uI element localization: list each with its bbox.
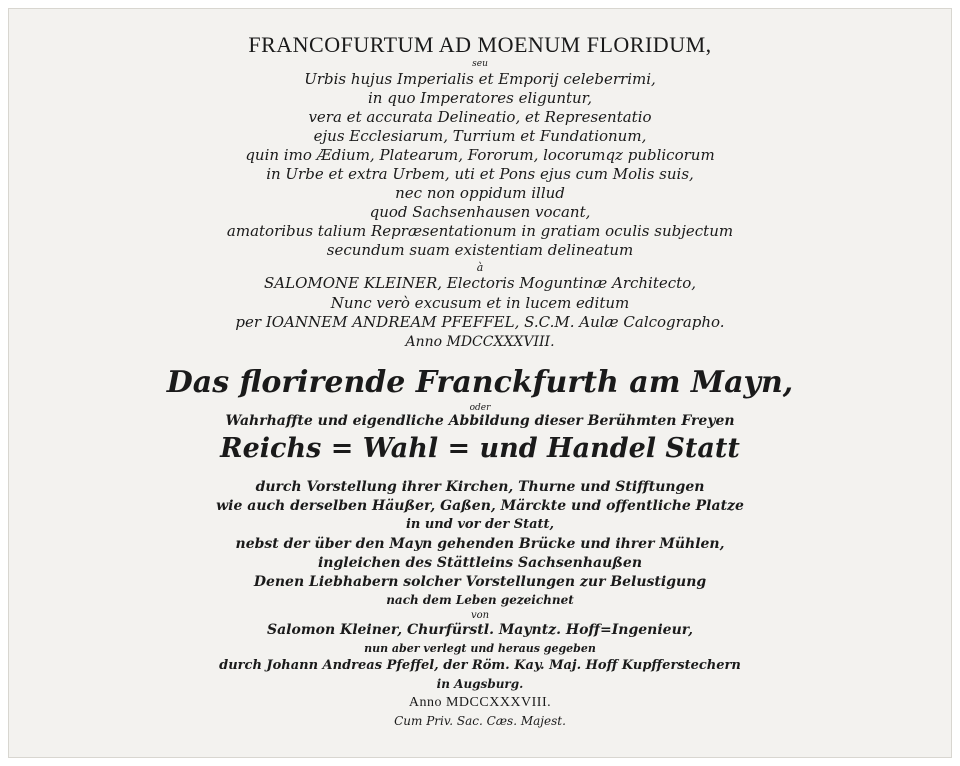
german-line-2: wie auch derselben Häußer, Gaßen, Märckte und offentliche Platze — [216, 498, 744, 514]
german-line-1: durch Vorstellung ihrer Kirchen, Thurne und Stifftungen — [255, 479, 705, 495]
german-year-line: Anno MDCCXXXVIII. — [408, 695, 552, 710]
latin-description — [8, 72, 952, 353]
latin-line-8: quod Sachsenhausen vocant, — [369, 203, 591, 221]
latin-author-line: SALOMONE KLEINER, Electoris Moguntinæ Architecto, — [264, 274, 696, 292]
latin-title: FRANCOFURTUM AD MOENUM FLORIDUM, — [248, 32, 712, 57]
german-line-7: nach dem Leben gezeichnet — [386, 593, 574, 607]
german-line-4: nebst der über den Mayn gehenden Brücke und ihrer Mühlen, — [235, 536, 725, 552]
engraved-title-page — [8, 8, 952, 758]
latin-year-line: Anno MDCCXXXVIII. — [405, 334, 555, 350]
latin-line-2: in quo Imperatores eliguntur, — [368, 89, 592, 107]
latin-a: à — [476, 261, 484, 274]
german-place-line: in Augsburg. — [436, 677, 524, 691]
german-publisher-line: durch Johann Andreas Pfeffel, der Röm. Kay. Maj. Hoff Kupfferstechern — [219, 658, 741, 673]
latin-line-7: nec non oppidum illud — [395, 184, 565, 202]
latin-line-10: secundum suam existentiam delineatum — [326, 241, 634, 259]
latin-line-4: ejus Ecclesiarum, Turrium et Fundationum, — [313, 127, 647, 145]
latin-publisher-line: per IOANNEM ANDREAM PFEFFEL, S.C.M. Aulæ Calcographo. — [235, 313, 725, 331]
latin-line-3: vera et accurata Delineatio, et Representatio — [308, 108, 652, 126]
latin-line-5: quin imo Ædium, Platearum, Fororum, locorumqz publicorum — [245, 146, 715, 164]
german-publish-line: nun aber verlegt und heraus gegeben — [364, 642, 596, 655]
german-oder: oder — [469, 403, 491, 413]
german-description — [8, 480, 952, 731]
german-line-5: ingleichen des Stättleins Sachsenhaußen — [317, 555, 642, 571]
german-subtitle: Wahrhaffte und eigendliche Abbildung dieser Berühmten Freyen — [225, 413, 735, 429]
german-line-6: Denen Liebhabern solcher Vorstellungen zur Belustigung — [253, 574, 707, 590]
latin-publish-line: Nunc verò excusum et in lucem editum — [330, 294, 630, 312]
german-von: von — [470, 610, 490, 621]
latin-line-9: amatoribus talium Repræsentationum in gratiam oculis subjectum — [226, 222, 734, 240]
latin-line-1: Urbis hujus Imperialis et Emporij celeberrimi, — [304, 70, 656, 88]
german-title: Das florirende Franckfurth am Mayn, — [166, 365, 794, 400]
latin-title-block — [8, 34, 952, 71]
german-author-line: Salomon Kleiner, Churfürstl. Mayntz. Hoff=Ingenieur, — [267, 622, 693, 638]
latin-line-6: in Urbe et extra Urbem, uti et Pons ejus cum Molis suis, — [266, 165, 694, 183]
german-big-line: Reichs = Wahl = und Handel Statt — [220, 433, 740, 464]
privilege-line: Cum Priv. Sac. Cæs. Majest. — [394, 714, 566, 728]
german-line-3: in und vor der Statt, — [405, 517, 555, 532]
german-title-block — [8, 365, 952, 469]
latin-seu: seu — [472, 59, 488, 69]
